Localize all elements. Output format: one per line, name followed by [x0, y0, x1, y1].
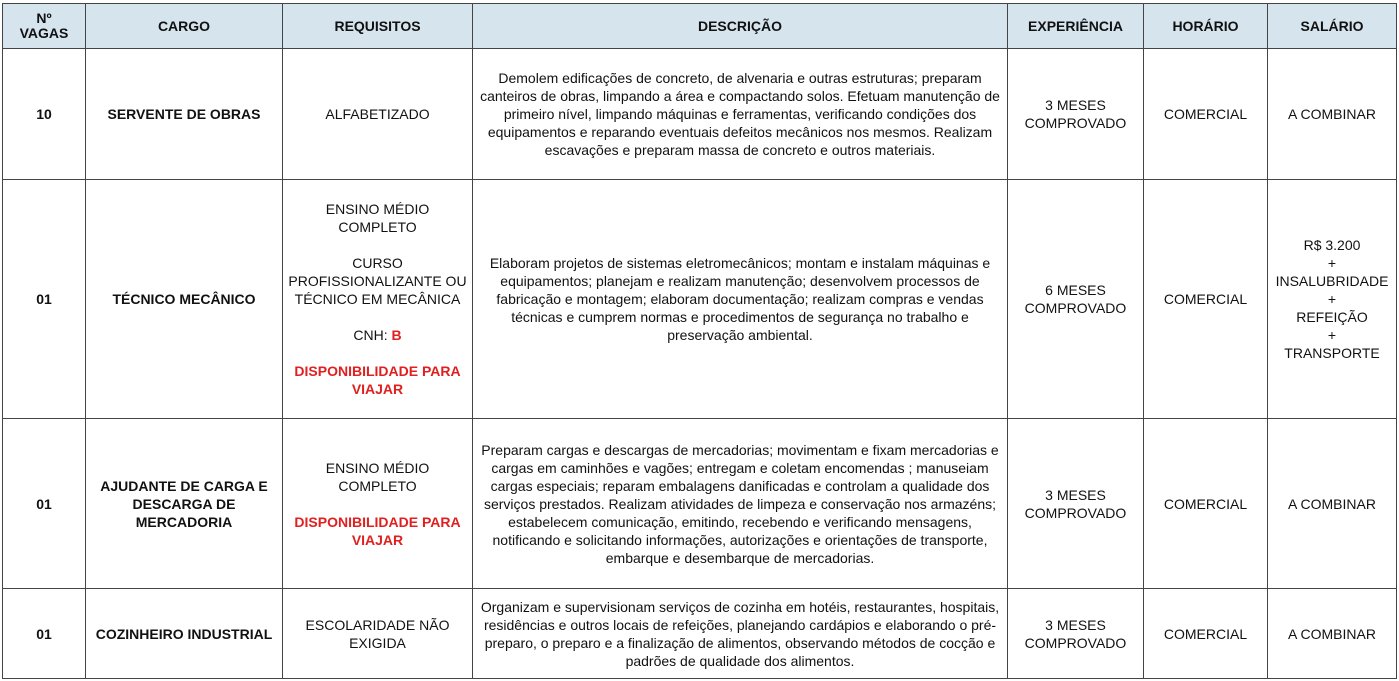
- vagas-cell: 01: [3, 419, 86, 589]
- header-cargo: CARGO: [86, 4, 283, 49]
- req-disponibilidade: DISPONIBILIDADE PARA VIAJAR: [294, 363, 461, 397]
- header-vagas-line2: VAGAS: [19, 25, 69, 41]
- table-row: [3, 419, 1397, 589]
- salario-line: +: [1327, 291, 1337, 307]
- header-descricao: DESCRIÇÃO: [473, 4, 1008, 49]
- header-vagas: [3, 4, 86, 49]
- requisitos-cell: [283, 419, 473, 589]
- horario-cell: COMERCIAL: [1144, 589, 1268, 679]
- salario-cell: [1268, 180, 1397, 419]
- salario-cell: A COMBINAR: [1268, 419, 1397, 589]
- cargo-cell: TÉCNICO MECÂNICO: [86, 180, 283, 419]
- header-horario: HORÁRIO: [1144, 4, 1268, 49]
- salario-line: +: [1327, 255, 1337, 271]
- experiencia-cell: 3 MESES COMPROVADO: [1008, 49, 1144, 180]
- table-row: [3, 49, 1397, 180]
- cargo-cell: COZINHEIRO INDUSTRIAL: [86, 589, 283, 679]
- header-salario: SALÁRIO: [1268, 4, 1397, 49]
- horario-cell: COMERCIAL: [1144, 49, 1268, 180]
- header-experiencia: EXPERIÊNCIA: [1008, 4, 1144, 49]
- vagas-cell: 01: [3, 589, 86, 679]
- vagas-cell: 10: [3, 49, 86, 180]
- vagas-cell: 01: [3, 180, 86, 419]
- descricao-cell: Preparam cargas e descargas de mercadorias; movimentam e fixam mercadorias e cargas em caminhões e vagões; entregam e coletam encomendas ; manuseiam cargas especiais; reparam embalagens danificadas e controlam a qualidade dos serviços prestados. Realizam atividades de limpeza e conservação nos armazéns; estabelecem comunicação, emitindo, recebendo e verificando mensagens, notificando e solicitando informações, autorizações e orientações de transporte, embarque e desembarque de mercadorias.: [473, 419, 1008, 589]
- requisitos-cell: ESCOLARIDADE NÃO EXIGIDA: [283, 589, 473, 679]
- salario-line: +: [1327, 327, 1337, 343]
- cargo-cell: AJUDANTE DE CARGA E DESCARGA DE MERCADORIA: [86, 419, 283, 589]
- descricao-cell: Demolem edificações de concreto, de alvenaria e outras estruturas; preparam canteiros de obras, limpando a área e compactando solos. Efetuam manutenção de primeiro nível, limpando máquinas e ferramentas, verificando condições dos equipamentos e reparando eventuais defeitos mecânicos nos mesmos. Realizam escavações e preparam massa de concreto e outros materiais.: [473, 49, 1008, 180]
- job-vacancies-table: [2, 3, 1397, 679]
- descricao-cell: Elaboram projetos de sistemas eletromecânicos; montam e instalam máquinas e equipamentos; planejam e realizam manutenção; desenvolvem processos de fabricação e montagem; elaboram documentação; realizam compras e vendas técnicas e cumprem normas e procedimentos de segurança no trabalho e preservação ambiental.: [473, 180, 1008, 419]
- requisitos-cell: ALFABETIZADO: [283, 49, 473, 180]
- cargo-cell: SERVENTE DE OBRAS: [86, 49, 283, 180]
- header-requisitos: REQUISITOS: [283, 4, 473, 49]
- requisitos-cell: [283, 180, 473, 419]
- cnh-label: CNH:: [353, 327, 388, 343]
- horario-cell: COMERCIAL: [1144, 419, 1268, 589]
- salario-line: REFEIÇÃO: [1296, 309, 1368, 325]
- salario-cell: A COMBINAR: [1268, 49, 1397, 180]
- req-escolaridade: ENSINO MÉDIO COMPLETO: [325, 201, 430, 235]
- req-curso: CURSO PROFISSIONALIZANTE OU TÉCNICO EM MECÂNICA: [288, 255, 467, 307]
- req-escolaridade: ENSINO MÉDIO COMPLETO: [325, 459, 430, 494]
- experiencia-cell: 3 MESES COMPROVADO: [1008, 589, 1144, 679]
- salario-line: R$ 3.200: [1303, 237, 1361, 253]
- experiencia-cell: 6 MESES COMPROVADO: [1008, 180, 1144, 419]
- salario-line: INSALUBRIDADE: [1275, 273, 1389, 289]
- header-row: [3, 4, 1397, 49]
- table-row: [3, 589, 1397, 679]
- salario-cell: A COMBINAR: [1268, 589, 1397, 679]
- req-disponibilidade: DISPONIBILIDADE PARA VIAJAR: [294, 513, 461, 548]
- experiencia-cell: 3 MESES COMPROVADO: [1008, 419, 1144, 589]
- header-vagas-line1: Nº: [36, 10, 52, 26]
- horario-cell: COMERCIAL: [1144, 180, 1268, 419]
- salario-line: TRANSPORTE: [1284, 345, 1380, 361]
- descricao-cell: Organizam e supervisionam serviços de cozinha em hotéis, restaurantes, hospitais, residências e outros locais de refeições, planejando cardápios e elaborando o pré-preparo, o preparo e a finalização de alimentos, observando métodos de cocção e padrões de qualidade dos alimentos.: [473, 589, 1008, 679]
- table-row: [3, 180, 1397, 419]
- cnh-value: B: [391, 327, 402, 343]
- req-cnh: [287, 326, 468, 344]
